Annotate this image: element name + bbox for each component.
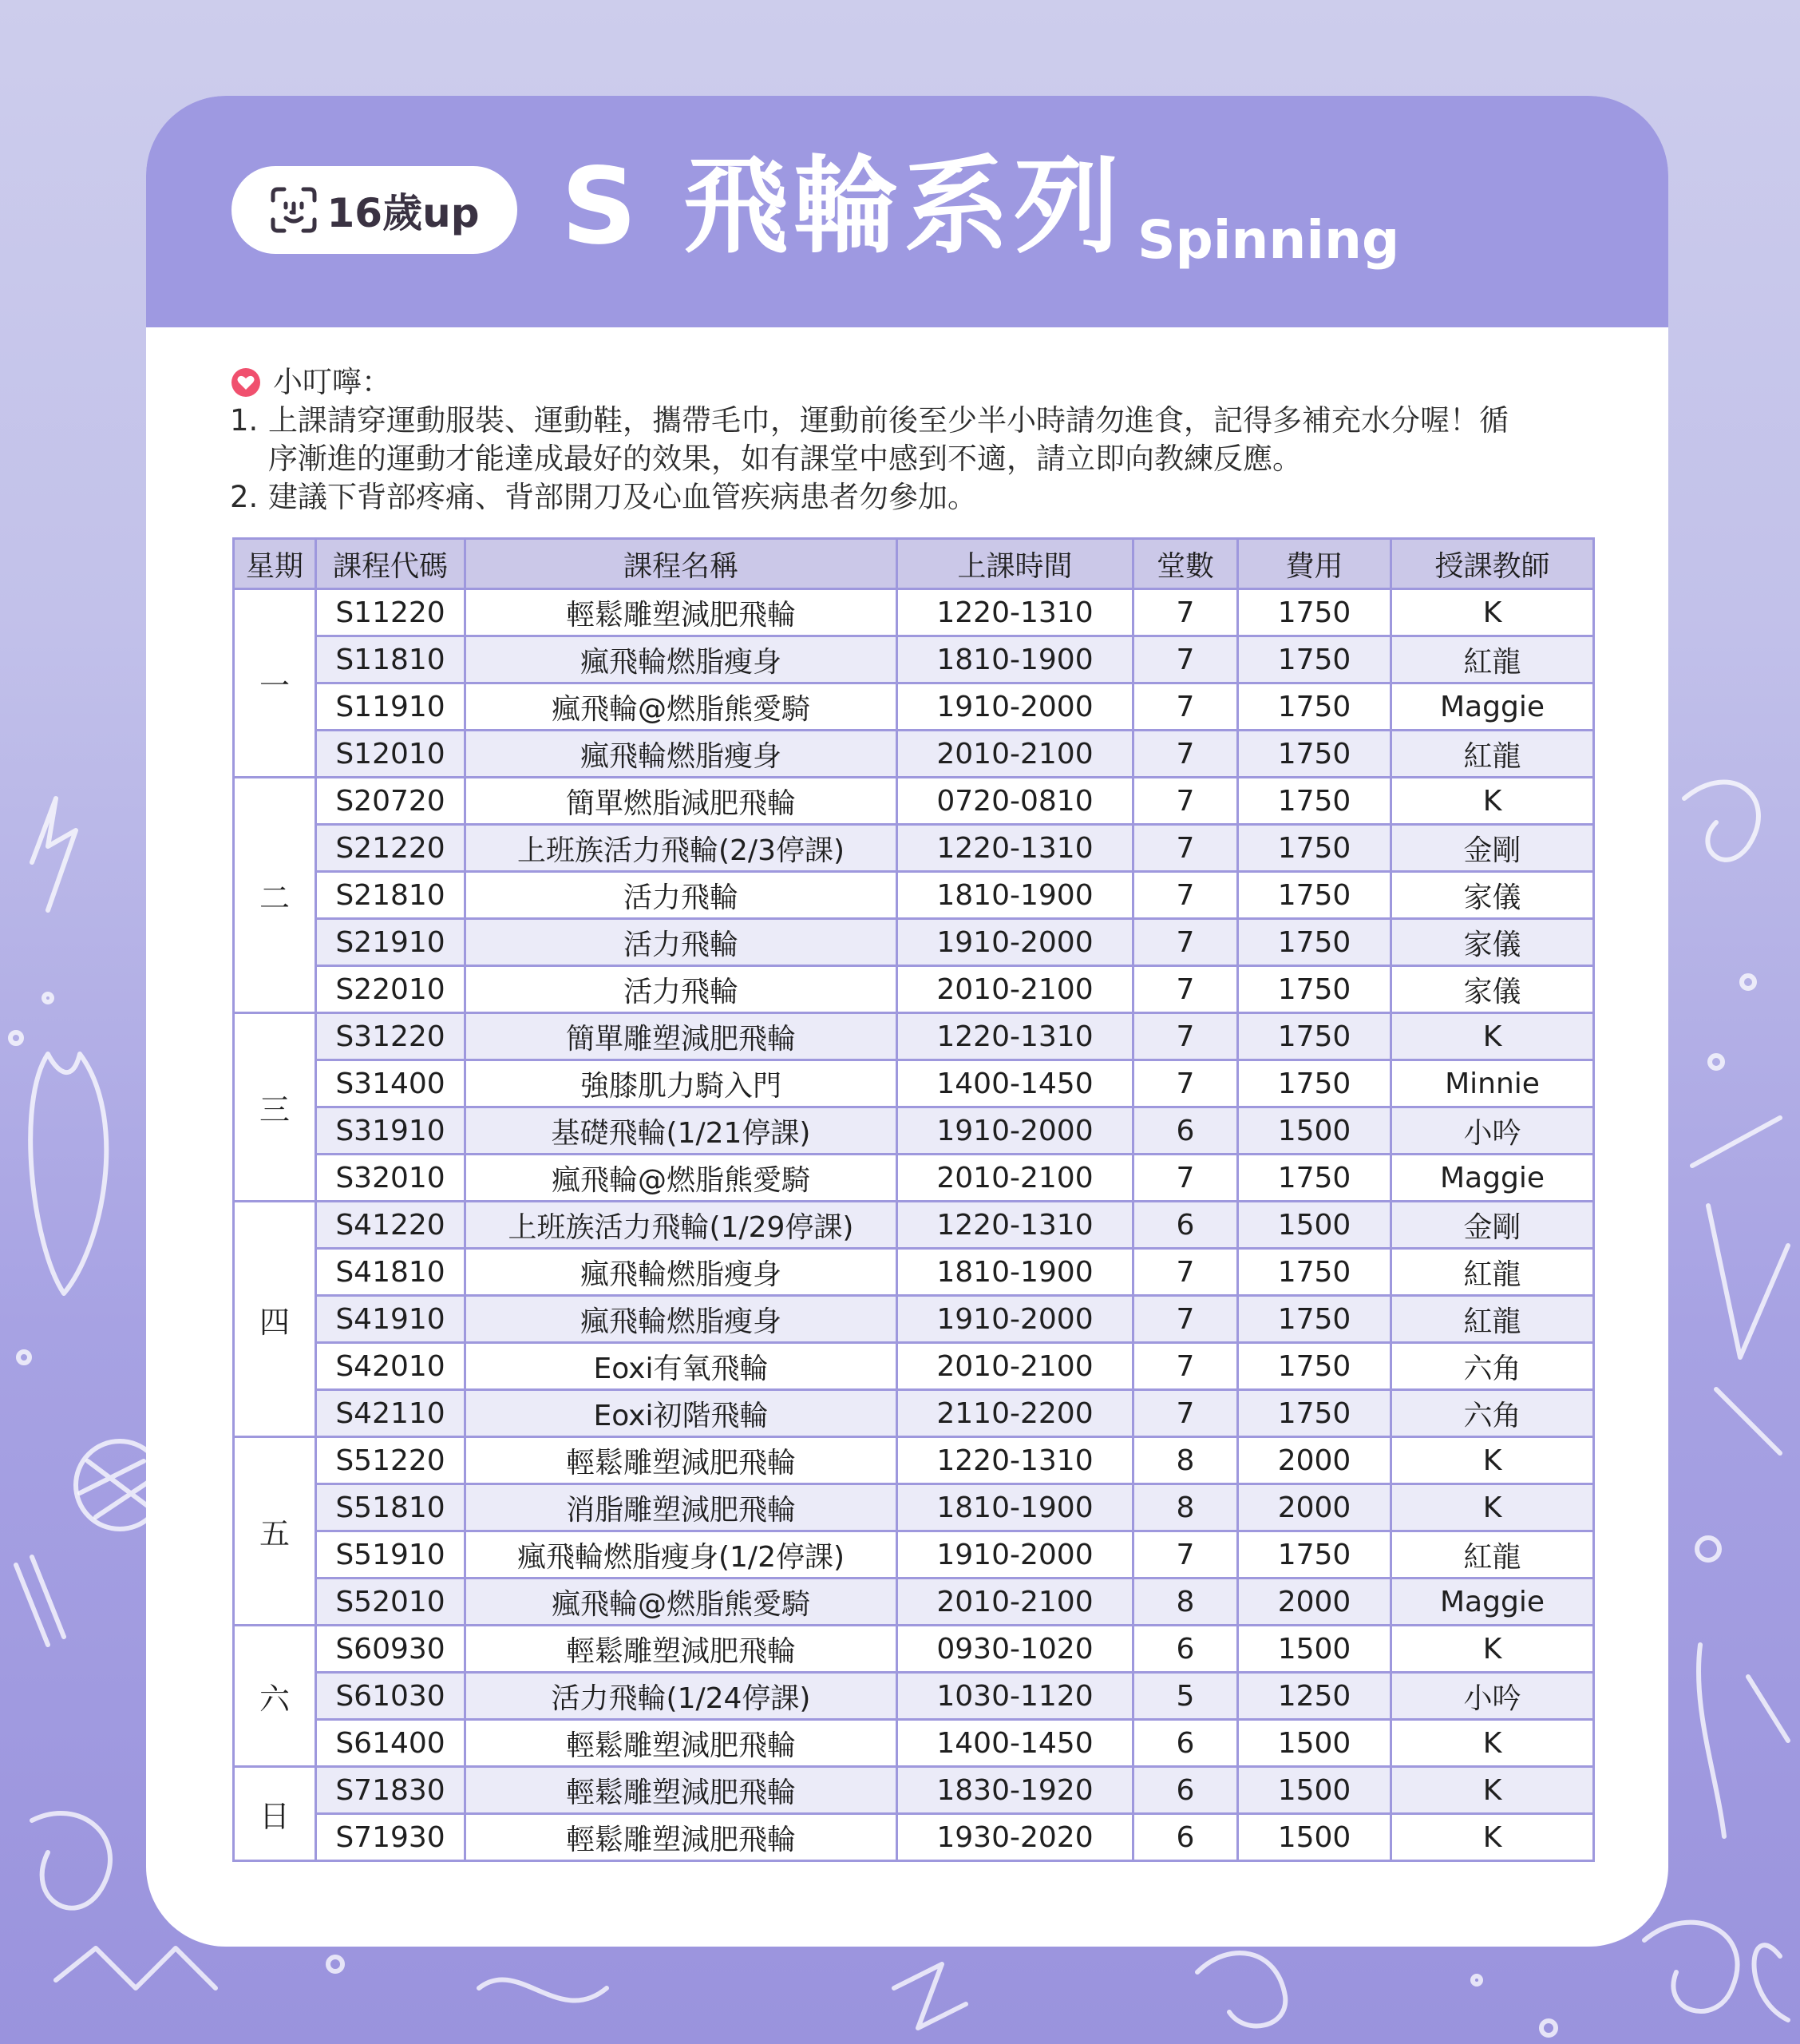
course-code-cell: S31220	[316, 1013, 465, 1060]
class-time-cell: 1400-1450	[897, 1720, 1133, 1767]
course-code-cell: S61400	[316, 1720, 465, 1767]
session-count-cell: 6	[1133, 1107, 1238, 1155]
class-time-cell: 1810-1900	[897, 1484, 1133, 1531]
header-class-time: 上課時間	[897, 539, 1133, 589]
heart-icon	[230, 366, 262, 398]
course-code-cell: S60930	[316, 1626, 465, 1673]
table-row	[234, 1060, 1594, 1107]
header-fee: 費用	[1238, 539, 1391, 589]
instructor-cell: 家儀	[1391, 966, 1594, 1013]
instructor-cell: 紅龍	[1391, 1531, 1594, 1579]
age-label: 16歲up	[326, 190, 480, 236]
weekday-cell: 四	[234, 1202, 316, 1437]
table-row	[234, 636, 1594, 683]
course-code-cell: S71830	[316, 1767, 465, 1814]
table-row	[234, 1626, 1594, 1673]
schedule-table	[232, 537, 1595, 1862]
table-row	[234, 1531, 1594, 1579]
fee-cell: 1500	[1238, 1720, 1391, 1767]
course-name-cell: 瘋飛輪@燃脂熊愛騎	[465, 683, 897, 731]
course-name-cell: 消脂雕塑減肥飛輪	[465, 1484, 897, 1531]
session-count-cell: 7	[1133, 872, 1238, 919]
note-text: 序漸進的運動才能達成最好的效果，如有課堂中感到不適，請立即向教練反應。	[268, 442, 1302, 476]
fee-cell: 1500	[1238, 1767, 1391, 1814]
course-code-cell: S41220	[316, 1202, 465, 1249]
instructor-cell: K	[1391, 1814, 1594, 1861]
fee-cell: 1500	[1238, 1202, 1391, 1249]
weekday-cell: 一	[234, 589, 316, 778]
fee-cell: 1750	[1238, 825, 1391, 872]
session-count-cell: 7	[1133, 825, 1238, 872]
instructor-cell: 家儀	[1391, 872, 1594, 919]
course-code-cell: S42110	[316, 1390, 465, 1437]
instructor-cell: K	[1391, 1484, 1594, 1531]
course-code-cell: S11220	[316, 589, 465, 636]
weekday-cell: 日	[234, 1767, 316, 1861]
session-count-cell: 7	[1133, 589, 1238, 636]
session-count-cell: 7	[1133, 1531, 1238, 1579]
course-name-cell: 瘋飛輪燃脂瘦身(1/2停課)	[465, 1531, 897, 1579]
table-row	[234, 778, 1594, 825]
class-time-cell: 1220-1310	[897, 1013, 1133, 1060]
course-code-cell: S41910	[316, 1296, 465, 1343]
session-count-cell: 8	[1133, 1484, 1238, 1531]
course-name-cell: 瘋飛輪燃脂瘦身	[465, 1296, 897, 1343]
fee-cell: 1750	[1238, 1060, 1391, 1107]
face-id-icon	[270, 186, 318, 234]
class-time-cell: 1030-1120	[897, 1673, 1133, 1720]
class-time-cell: 0930-1020	[897, 1626, 1133, 1673]
notes-heading	[230, 363, 1587, 402]
fee-cell: 1750	[1238, 966, 1391, 1013]
fee-cell: 1750	[1238, 636, 1391, 683]
instructor-cell: Maggie	[1391, 1155, 1594, 1202]
course-code-cell: S21910	[316, 919, 465, 966]
table-row	[234, 1814, 1594, 1861]
table-row	[234, 1296, 1594, 1343]
table-row	[234, 825, 1594, 872]
course-name-cell: 活力飛輪(1/24停課)	[465, 1673, 897, 1720]
session-count-cell: 7	[1133, 683, 1238, 731]
course-code-cell: S31400	[316, 1060, 465, 1107]
session-count-cell: 7	[1133, 1013, 1238, 1060]
session-count-cell: 7	[1133, 778, 1238, 825]
table-row	[234, 731, 1594, 778]
course-name-cell: 基礎飛輪(1/21停課)	[465, 1107, 897, 1155]
table-header-row	[234, 539, 1594, 589]
course-name-cell: 活力飛輪	[465, 966, 897, 1013]
session-count-cell: 7	[1133, 1155, 1238, 1202]
fee-cell: 1750	[1238, 731, 1391, 778]
instructor-cell: 小吟	[1391, 1673, 1594, 1720]
table-row	[234, 1720, 1594, 1767]
fee-cell: 1750	[1238, 683, 1391, 731]
fee-cell: 1750	[1238, 1013, 1391, 1060]
table-row	[234, 1673, 1594, 1720]
note-number: 2.	[230, 480, 259, 514]
series-subtitle: Spinning	[1137, 209, 1400, 271]
course-code-cell: S20720	[316, 778, 465, 825]
class-time-cell: 1910-2000	[897, 1531, 1133, 1579]
class-time-cell: 1910-2000	[897, 919, 1133, 966]
fee-cell: 1500	[1238, 1107, 1391, 1155]
course-name-cell: 瘋飛輪燃脂瘦身	[465, 731, 897, 778]
instructor-cell: 紅龍	[1391, 1249, 1594, 1296]
session-count-cell: 7	[1133, 966, 1238, 1013]
course-name-cell: Eoxi有氧飛輪	[465, 1343, 897, 1390]
class-time-cell: 2010-2100	[897, 1343, 1133, 1390]
course-name-cell: 瘋飛輪@燃脂熊愛騎	[465, 1155, 897, 1202]
course-code-cell: S42010	[316, 1343, 465, 1390]
fee-cell: 1750	[1238, 1155, 1391, 1202]
header-instructor: 授課教師	[1391, 539, 1594, 589]
course-code-cell: S51910	[316, 1531, 465, 1579]
fee-cell: 1250	[1238, 1673, 1391, 1720]
instructor-cell: K	[1391, 1437, 1594, 1484]
header-sessions: 堂數	[1133, 539, 1238, 589]
instructor-cell: Minnie	[1391, 1060, 1594, 1107]
instructor-cell: 金剛	[1391, 1202, 1594, 1249]
instructor-cell: Maggie	[1391, 683, 1594, 731]
course-name-cell: 強膝肌力騎入門	[465, 1060, 897, 1107]
course-name-cell: 上班族活力飛輪(1/29停課)	[465, 1202, 897, 1249]
course-code-cell: S41810	[316, 1249, 465, 1296]
session-count-cell: 7	[1133, 1296, 1238, 1343]
fee-cell: 1750	[1238, 1531, 1391, 1579]
session-count-cell: 8	[1133, 1437, 1238, 1484]
fee-cell: 1750	[1238, 1390, 1391, 1437]
instructor-cell: 金剛	[1391, 825, 1594, 872]
class-time-cell: 1220-1310	[897, 1437, 1133, 1484]
notes-title: 小叮嚀：	[273, 365, 391, 399]
note-text: 建議下背部疼痛、背部開刀及心血管疾病患者勿參加。	[268, 480, 977, 514]
table-row	[234, 1579, 1594, 1626]
table-row	[234, 1390, 1594, 1437]
session-count-cell: 7	[1133, 636, 1238, 683]
course-code-cell: S11910	[316, 683, 465, 731]
table-row	[234, 872, 1594, 919]
header-course-code: 課程代碼	[316, 539, 465, 589]
course-code-cell: S31910	[316, 1107, 465, 1155]
session-count-cell: 6	[1133, 1720, 1238, 1767]
class-time-cell: 1220-1310	[897, 825, 1133, 872]
class-time-cell: 2010-2100	[897, 731, 1133, 778]
age-badge	[231, 166, 517, 254]
course-name-cell: 輕鬆雕塑減肥飛輪	[465, 589, 897, 636]
fee-cell: 1750	[1238, 1343, 1391, 1390]
course-name-cell: 瘋飛輪燃脂瘦身	[465, 636, 897, 683]
class-time-cell: 1400-1450	[897, 1060, 1133, 1107]
note-item	[230, 402, 1587, 478]
course-name-cell: 瘋飛輪燃脂瘦身	[465, 1249, 897, 1296]
class-time-cell: 2010-2100	[897, 1579, 1133, 1626]
table-row	[234, 1107, 1594, 1155]
note-text: 上課請穿運動服裝、運動鞋，攜帶毛巾，運動前後至少半小時請勿進食，記得多補充水分喔！循	[268, 403, 1509, 438]
note-number: 1.	[230, 403, 259, 438]
table-row	[234, 1013, 1594, 1060]
fee-cell: 1750	[1238, 1249, 1391, 1296]
course-name-cell: 瘋飛輪@燃脂熊愛騎	[465, 1579, 897, 1626]
course-code-cell: S21220	[316, 825, 465, 872]
instructor-cell: 六角	[1391, 1390, 1594, 1437]
fee-cell: 2000	[1238, 1437, 1391, 1484]
table-row	[234, 1249, 1594, 1296]
session-count-cell: 7	[1133, 1249, 1238, 1296]
fee-cell: 1750	[1238, 778, 1391, 825]
class-time-cell: 2010-2100	[897, 966, 1133, 1013]
session-count-cell: 7	[1133, 919, 1238, 966]
table-row	[234, 589, 1594, 636]
schedule-table-wrapper	[232, 537, 1592, 1862]
session-count-cell: 7	[1133, 731, 1238, 778]
session-count-cell: 8	[1133, 1579, 1238, 1626]
note-item	[230, 478, 1587, 517]
instructor-cell: 紅龍	[1391, 636, 1594, 683]
table-row	[234, 1202, 1594, 1249]
instructor-cell: K	[1391, 1767, 1594, 1814]
course-name-cell: Eoxi初階飛輪	[465, 1390, 897, 1437]
session-count-cell: 7	[1133, 1390, 1238, 1437]
course-code-cell: S11810	[316, 636, 465, 683]
instructor-cell: 小吟	[1391, 1107, 1594, 1155]
session-count-cell: 6	[1133, 1626, 1238, 1673]
table-row	[234, 966, 1594, 1013]
class-time-cell: 1910-2000	[897, 683, 1133, 731]
course-code-cell: S51220	[316, 1437, 465, 1484]
weekday-cell: 三	[234, 1013, 316, 1202]
fee-cell: 2000	[1238, 1484, 1391, 1531]
session-count-cell: 6	[1133, 1202, 1238, 1249]
course-name-cell: 輕鬆雕塑減肥飛輪	[465, 1626, 897, 1673]
session-count-cell: 7	[1133, 1343, 1238, 1390]
course-name-cell: 輕鬆雕塑減肥飛輪	[465, 1437, 897, 1484]
course-code-cell: S71930	[316, 1814, 465, 1861]
course-code-cell: S12010	[316, 731, 465, 778]
class-time-cell: 1810-1900	[897, 872, 1133, 919]
course-code-cell: S32010	[316, 1155, 465, 1202]
instructor-cell: K	[1391, 589, 1594, 636]
course-name-cell: 活力飛輪	[465, 872, 897, 919]
table-row	[234, 683, 1594, 731]
notes-section	[230, 363, 1587, 517]
fee-cell: 2000	[1238, 1579, 1391, 1626]
instructor-cell: 六角	[1391, 1343, 1594, 1390]
series-title: S 飛輪系列	[561, 145, 1125, 268]
instructor-cell: 家儀	[1391, 919, 1594, 966]
schedule-body	[234, 589, 1594, 1861]
course-name-cell: 活力飛輪	[465, 919, 897, 966]
course-name-cell: 輕鬆雕塑減肥飛輪	[465, 1814, 897, 1861]
fee-cell: 1750	[1238, 589, 1391, 636]
course-code-cell: S61030	[316, 1673, 465, 1720]
session-count-cell: 5	[1133, 1673, 1238, 1720]
header-weekday: 星期	[234, 539, 316, 589]
class-time-cell: 1830-1920	[897, 1767, 1133, 1814]
class-time-cell: 1930-2020	[897, 1814, 1133, 1861]
table-row	[234, 1437, 1594, 1484]
course-code-cell: S21810	[316, 872, 465, 919]
instructor-cell: K	[1391, 1626, 1594, 1673]
session-count-cell: 6	[1133, 1767, 1238, 1814]
course-code-cell: S52010	[316, 1579, 465, 1626]
fee-cell: 1500	[1238, 1814, 1391, 1861]
session-count-cell: 7	[1133, 1060, 1238, 1107]
table-row	[234, 1155, 1594, 1202]
card-header	[146, 96, 1668, 327]
course-card	[146, 96, 1668, 1947]
course-name-cell: 上班族活力飛輪(2/3停課)	[465, 825, 897, 872]
class-time-cell: 1220-1310	[897, 589, 1133, 636]
fee-cell: 1750	[1238, 919, 1391, 966]
header-course-name: 課程名稱	[465, 539, 897, 589]
table-row	[234, 1767, 1594, 1814]
table-row	[234, 1484, 1594, 1531]
class-time-cell: 1910-2000	[897, 1107, 1133, 1155]
class-time-cell: 1220-1310	[897, 1202, 1133, 1249]
course-code-cell: S51810	[316, 1484, 465, 1531]
instructor-cell: K	[1391, 778, 1594, 825]
instructor-cell: 紅龍	[1391, 731, 1594, 778]
table-row	[234, 1343, 1594, 1390]
weekday-cell: 六	[234, 1626, 316, 1767]
course-name-cell: 簡單雕塑減肥飛輪	[465, 1013, 897, 1060]
instructor-cell: K	[1391, 1013, 1594, 1060]
session-count-cell: 6	[1133, 1814, 1238, 1861]
class-time-cell: 1910-2000	[897, 1296, 1133, 1343]
class-time-cell: 0720-0810	[897, 778, 1133, 825]
fee-cell: 1500	[1238, 1626, 1391, 1673]
course-name-cell: 輕鬆雕塑減肥飛輪	[465, 1767, 897, 1814]
weekday-cell: 五	[234, 1437, 316, 1626]
course-name-cell: 簡單燃脂減肥飛輪	[465, 778, 897, 825]
course-code-cell: S22010	[316, 966, 465, 1013]
table-row	[234, 919, 1594, 966]
instructor-cell: Maggie	[1391, 1579, 1594, 1626]
class-time-cell: 2110-2200	[897, 1390, 1133, 1437]
class-time-cell: 1810-1900	[897, 636, 1133, 683]
instructor-cell: K	[1391, 1720, 1594, 1767]
class-time-cell: 2010-2100	[897, 1155, 1133, 1202]
weekday-cell: 二	[234, 778, 316, 1013]
course-name-cell: 輕鬆雕塑減肥飛輪	[465, 1720, 897, 1767]
class-time-cell: 1810-1900	[897, 1249, 1133, 1296]
instructor-cell: 紅龍	[1391, 1296, 1594, 1343]
fee-cell: 1750	[1238, 1296, 1391, 1343]
fee-cell: 1750	[1238, 872, 1391, 919]
